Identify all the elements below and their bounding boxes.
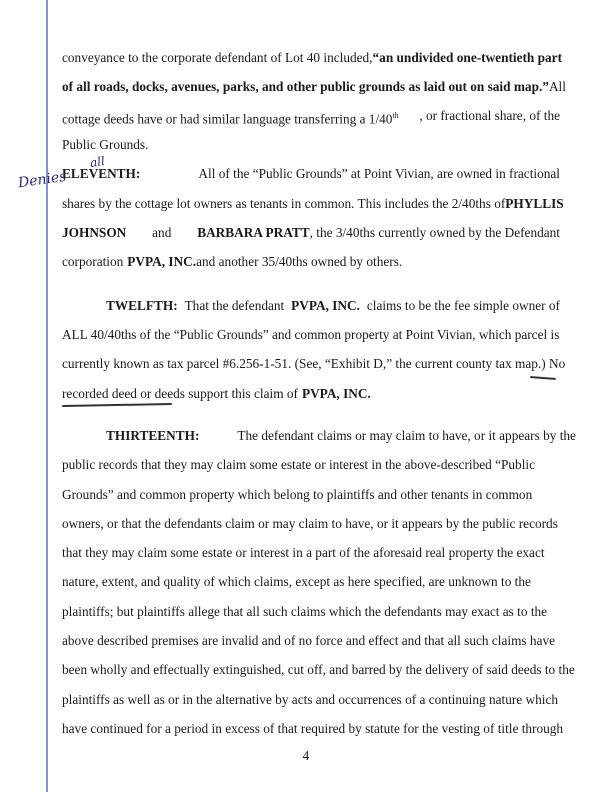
eleventh-line-1: [62, 160, 560, 188]
text-run: public records that they may claim some estate or interest in the above-described “Public: [62, 457, 535, 472]
thirteenth-line: [62, 539, 560, 567]
page-number: 4: [302, 748, 310, 763]
eleventh-line-4: [62, 248, 560, 276]
thirteenth-line: [62, 568, 560, 596]
text-run: and: [152, 225, 172, 240]
thirteenth-line: [62, 656, 575, 684]
handwritten-all: all: [89, 154, 106, 170]
para-prev-line-3: [62, 102, 560, 133]
text-run: conveyance to the corporate defendant of Lot 40 included,: [62, 50, 373, 65]
para-prev-line-2: [62, 73, 566, 101]
text-run: been wholly and effectually extinguished, cut off, and barred by the delivery of said deeds to the: [62, 662, 575, 677]
party-name: PVPA, INC.: [291, 298, 360, 313]
text-run: [62, 102, 399, 133]
text-run: and another 35/40ths owned by others.: [196, 254, 403, 269]
text-run: plaintiffs as well as or in the alternative by acts and occurrences of a continuing nature which: [62, 692, 558, 707]
party-name: PVPA, INC.: [127, 254, 197, 269]
party-name: PHYLLIS: [505, 196, 564, 211]
text-run: , or fractional share, of the: [419, 108, 560, 123]
thirteenth-line: [62, 598, 560, 626]
twelfth-line-3: [62, 350, 566, 378]
eleventh-heading: ELEVENTH:: [62, 166, 141, 181]
text-run: The defendant claims or may claim to have, or it appears by the: [237, 428, 576, 443]
bold-quote: “an undivided one-twentieth part: [372, 50, 563, 65]
twelfth-line-1: [62, 292, 560, 320]
twelfth-heading: TWELFTH:: [106, 298, 178, 313]
party-name: BARBARA PRATT: [197, 225, 310, 240]
text-run: corporation: [62, 254, 124, 269]
thirteenth-line: [62, 715, 564, 743]
party-name: PVPA, INC.: [301, 386, 371, 401]
superscript: th: [392, 111, 399, 120]
left-margin-rule: [46, 0, 48, 792]
eleventh-line-2: [62, 190, 564, 218]
text-run: have continued for a period in excess of that required by statute for the vesting of title through: [62, 721, 564, 736]
handwritten-denies: Denies: [17, 168, 68, 192]
text-run: above described premises are invalid and of no force and effect and that all such claims have: [62, 633, 556, 648]
para-prev-line-4: [62, 131, 560, 159]
eleventh-line-3: [62, 219, 560, 247]
text-run: ALL 40/40ths of the “Public Grounds” and common property at Point Vivian, which parcel is: [62, 327, 560, 342]
text-run: that they may claim some estate or interest in a part of the aforesaid real property the exact: [62, 545, 545, 560]
text-run: claims to be the fee simple owner of: [366, 298, 560, 313]
text-run: recorded deed or deeds support this claim of: [62, 386, 298, 401]
thirteenth-heading: THIRTEENTH:: [106, 428, 200, 443]
thirteenth-line: [62, 451, 560, 479]
text-run: Grounds” and common property which belong to plaintiffs and other tenants in common: [62, 487, 533, 502]
text-run: nature, extent, and quality of which claims, except as here specified, are unknown to the: [62, 574, 531, 589]
text-run: , the 3/40ths currently owned by the Defendant: [309, 225, 560, 240]
text-run: [197, 219, 560, 247]
thirteenth-line-1: [62, 422, 576, 450]
text-run: That the defendant: [184, 298, 285, 313]
text-run: cottage deeds have or had similar language transferring a 1/40: [62, 111, 393, 127]
text-run: shares by the cottage lot owners as tenants in common. This includes the 2/40ths of: [62, 196, 506, 211]
thirteenth-line: [62, 686, 560, 714]
text-run: owners, or that the defendants claim or may claim to have, or it appears by the public records: [62, 516, 558, 531]
thirteenth-line: [62, 481, 560, 509]
para-prev-line-1: [62, 44, 563, 72]
text-run: Public Grounds.: [62, 137, 149, 152]
text-run: All of the “Public Grounds” at Point Vivian, are owned in fractional: [198, 166, 560, 181]
text-run: currently known as tax parcel #6.256-1-51. (See, “Exhibit D,” the current county tax map.) No: [62, 356, 566, 371]
thirteenth-line: [62, 510, 560, 538]
text-run: All: [548, 79, 566, 94]
text-run: plaintiffs; but plaintiffs allege that all such claims which the defendants may exact as to the: [62, 604, 548, 619]
bold-quote: of all roads, docks, avenues, parks, and other public grounds as laid out on said map.”: [62, 79, 549, 94]
party-name: JOHNSON: [62, 225, 127, 240]
twelfth-line-2: [62, 321, 560, 349]
thirteenth-line: [62, 627, 560, 655]
